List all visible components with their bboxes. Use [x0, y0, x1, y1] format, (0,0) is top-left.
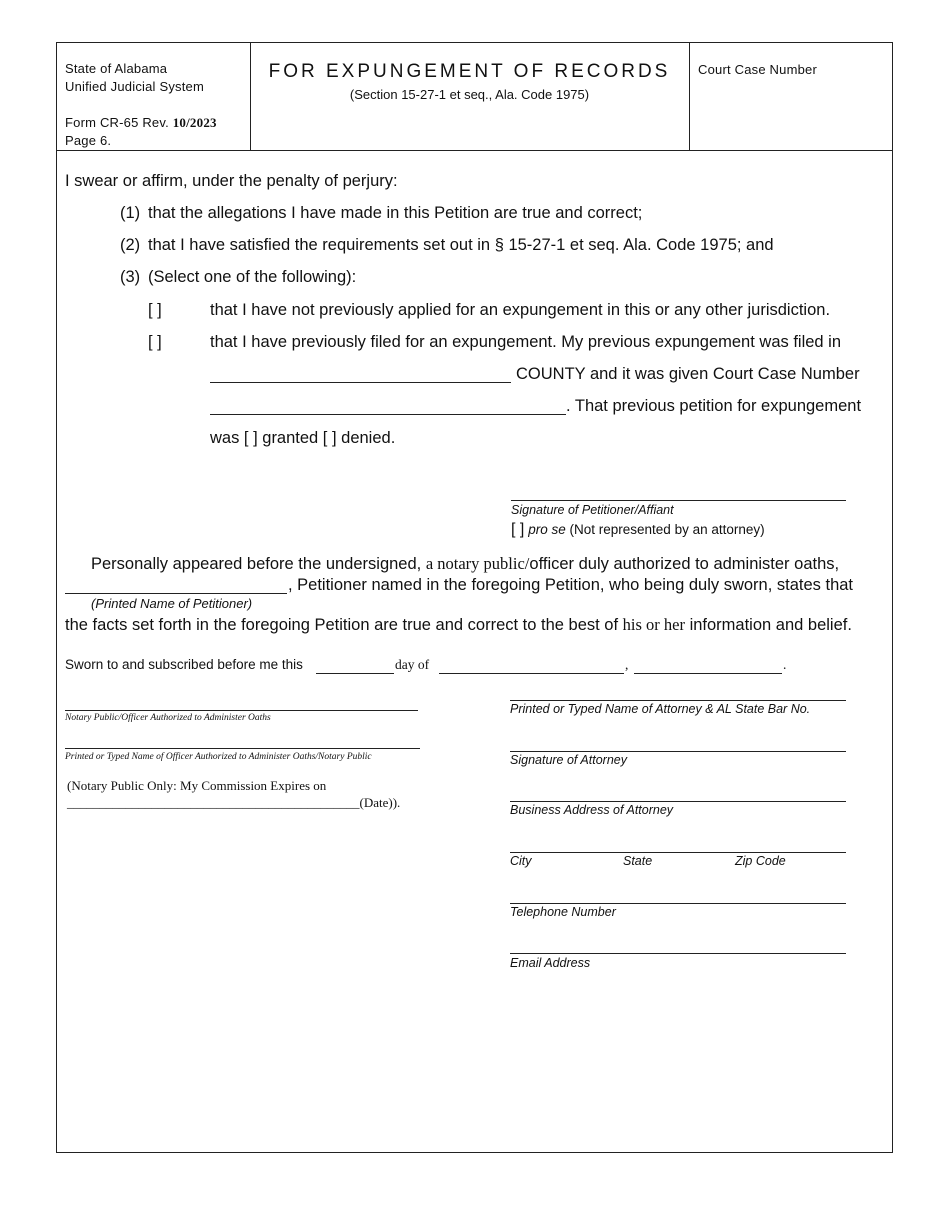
header-divider-right: [689, 42, 690, 151]
sworn-day-of: day of: [395, 657, 430, 672]
county-field[interactable]: [210, 382, 511, 383]
commission-line1: (Notary Public Only: My Commission Expires on: [67, 778, 327, 793]
attorney-state-label: State: [623, 854, 653, 868]
org-line1: State of Alabama: [65, 61, 168, 76]
form-title: FOR EXPUNGEMENT OF RECORDS: [268, 61, 671, 82]
attorney-city-label: City: [510, 854, 532, 868]
attorney-zip-label: Zip Code: [735, 854, 786, 868]
oath-item-1-number: (1): [120, 204, 141, 222]
oath-item-2-number: (2): [120, 236, 141, 254]
attorney-name-label: Printed or Typed Name of Attorney & AL State Bar No.: [510, 702, 811, 716]
pro-se-label: pro se: [528, 522, 566, 537]
notary-line3-part3: information and belief.: [685, 616, 852, 634]
previous-petition-outcome[interactable]: was [ ] granted [ ] denied.: [210, 429, 396, 447]
oath-item-2: that I have satisfied the requirements set out in § 15-27-1 et seq. Ala. Code 1975; and: [148, 236, 774, 254]
sworn-year-field[interactable]: [634, 673, 782, 674]
printed-name-petitioner-label: (Printed Name of Petitioner): [91, 596, 253, 611]
form-revision: 10/2023: [172, 115, 217, 130]
form-subtitle: (Section 15-27-1 et seq., Ala. Code 1975): [349, 87, 590, 102]
notary-line1-part2: a notary public/: [425, 554, 530, 573]
pro-se-row: [511, 521, 765, 539]
commission-line2[interactable]: _____________________________________________(Date)).: [67, 795, 401, 810]
sworn-period: .: [783, 657, 787, 672]
form-number: [65, 115, 217, 131]
previous-case-number-field[interactable]: [210, 414, 566, 415]
attorney-city-state-zip-line[interactable]: [510, 852, 846, 853]
oath-item-3: (Select one of the following):: [148, 268, 357, 286]
court-case-number-field[interactable]: [696, 82, 886, 144]
option-not-previously-checkbox[interactable]: [ ]: [148, 301, 162, 319]
sworn-comma: ,: [625, 657, 629, 672]
org-line2: Unified Judicial System: [65, 79, 204, 94]
notary-line3-part1: the facts set forth in the foregoing Petition are true and correct to the best of: [65, 616, 623, 634]
attorney-address-label: Business Address of Attorney: [510, 803, 674, 817]
sworn-day-field[interactable]: [316, 673, 394, 674]
attorney-email-line[interactable]: [510, 953, 846, 954]
attorney-email-label: Email Address: [510, 956, 591, 970]
petitioner-signature-line[interactable]: [511, 500, 846, 501]
attorney-signature-line[interactable]: [510, 751, 846, 752]
court-case-number-label: Court Case Number: [698, 62, 817, 77]
page-number: Page 6.: [65, 133, 112, 148]
attorney-signature-label: Signature of Attorney: [510, 753, 627, 767]
sworn-text: Sworn to and subscribed before me this: [65, 657, 303, 672]
attorney-phone-label: Telephone Number: [510, 905, 616, 919]
notary-line1-part1: Personally appeared before the undersigned,: [91, 555, 426, 573]
notary-printed-name-label: Printed or Typed Name of Officer Authorized to Administer Oaths/Notary Public: [65, 752, 372, 762]
attorney-address-line[interactable]: [510, 801, 846, 802]
notary-signature-line[interactable]: [65, 710, 418, 711]
option-previously-filed-checkbox[interactable]: [ ]: [148, 333, 162, 351]
notary-paragraph-line2: , Petitioner named in the foregoing Petition, who being duly sworn, states that: [288, 576, 854, 594]
oath-item-3-number: (3): [120, 268, 141, 286]
notary-line3-part2: his or her: [622, 615, 685, 634]
notary-paragraph-line3: [65, 615, 852, 635]
sworn-month-field[interactable]: [439, 673, 624, 674]
pro-se-checkbox[interactable]: [ ]: [511, 521, 525, 538]
pro-se-note: (Not represented by an attorney): [565, 522, 765, 537]
form-prefix: Form CR-65 Rev.: [65, 115, 173, 130]
attorney-phone-line[interactable]: [510, 903, 846, 904]
petitioner-signature-label: Signature of Petitioner/Affiant: [511, 503, 674, 517]
county-text: COUNTY and it was given Court Case Number: [516, 365, 860, 383]
notary-signature-label: Notary Public/Officer Authorized to Administer Oaths: [65, 713, 271, 723]
notary-printed-name-line[interactable]: [65, 748, 420, 749]
printed-name-petitioner-field[interactable]: [65, 593, 287, 594]
attorney-name-line[interactable]: [510, 700, 846, 701]
notary-line1-part3: officer duly authorized to administer oaths,: [529, 555, 840, 573]
oath-item-1: that the allegations I have made in this Petition are true and correct;: [148, 204, 643, 222]
oath-intro: I swear or affirm, under the penalty of perjury:: [65, 172, 398, 190]
previous-petition-text: . That previous petition for expungement: [566, 397, 862, 415]
notary-paragraph-line1: [91, 554, 839, 574]
option-previously-filed-text: that I have previously filed for an expungement. My previous expungement was filed in: [210, 333, 842, 351]
option-not-previously-text: that I have not previously applied for an expungement in this or any other jurisdiction.: [210, 301, 831, 319]
